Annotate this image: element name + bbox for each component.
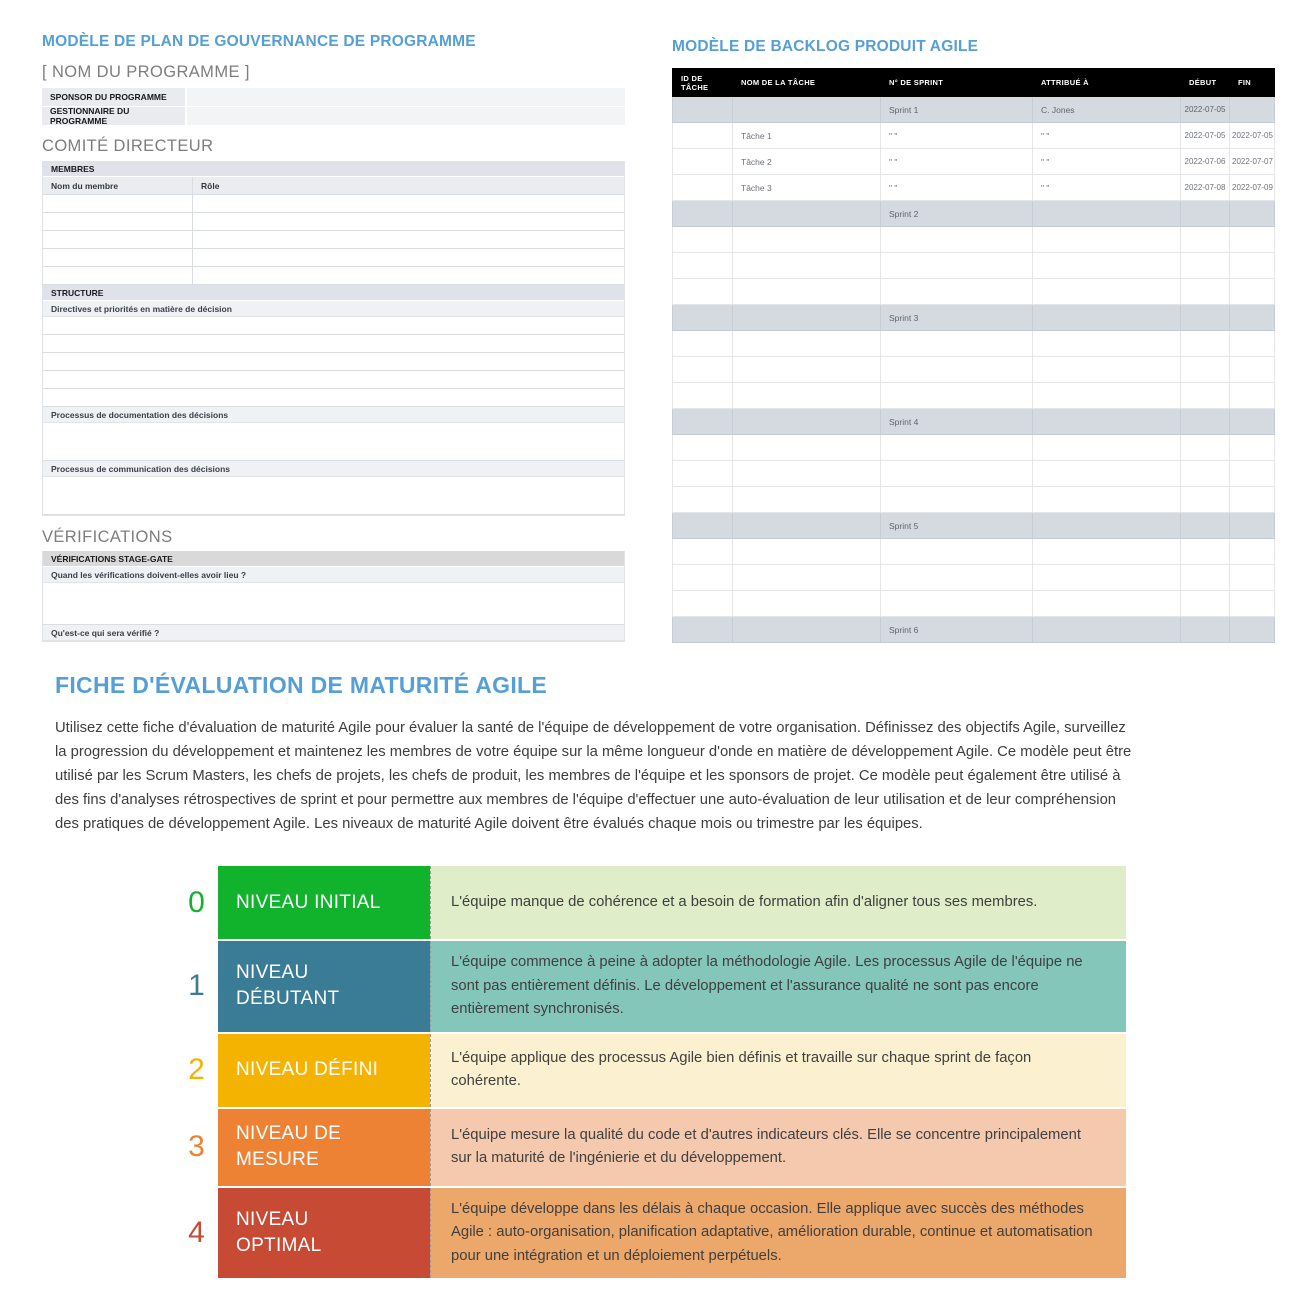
- cell-sprint[interactable]: [881, 461, 1033, 487]
- members-column-header-row: [43, 177, 624, 195]
- column-header-task-name: NOM DE LA TÂCHE: [733, 69, 881, 97]
- level-description-text: L'équipe manque de cohérence et a besoin de formation afin d'aligner tous ses membres.: [451, 893, 1038, 910]
- documentation-subheader: Processus de documentation des décisions: [43, 407, 624, 423]
- backlog-title: MODÈLE DE BACKLOG PRODUIT AGILE: [672, 38, 979, 55]
- cell-task-name[interactable]: [733, 279, 881, 305]
- stage-gate-question-when: Quand les vérifications doivent-elles avoir lieu ?: [43, 567, 624, 583]
- level-description-text: L'équipe développe dans les délais à chaque occasion. Elle applique avec succès des méthodes Agile : auto-organisation, planification adaptative, amélioration durable, continue et automatisation pour une intégration et un déploiement perpétuels.: [451, 1200, 1093, 1264]
- cell-start[interactable]: 2022-07-05: [1181, 97, 1230, 123]
- table-row: [673, 227, 1275, 253]
- level-name-box: [218, 1188, 430, 1279]
- cell-assigned[interactable]: [1033, 331, 1181, 357]
- cell-end[interactable]: [1230, 591, 1275, 617]
- cell-start[interactable]: [1181, 513, 1230, 539]
- cell-task-name[interactable]: [733, 97, 881, 123]
- cell-sprint[interactable]: Sprint 1: [881, 97, 1033, 123]
- member-role-cell[interactable]: [193, 249, 624, 266]
- cell-task-id[interactable]: [673, 461, 733, 487]
- table-row: [673, 253, 1275, 279]
- cell-task-id[interactable]: [673, 617, 733, 643]
- cell-assigned[interactable]: [1033, 435, 1181, 461]
- cell-task-id[interactable]: [673, 175, 733, 201]
- table-row: [42, 107, 625, 125]
- cell-start[interactable]: [1181, 435, 1230, 461]
- cell-assigned[interactable]: [1033, 409, 1181, 435]
- cell-sprint[interactable]: [881, 227, 1033, 253]
- member-role-cell[interactable]: [193, 195, 624, 212]
- cell-task-name[interactable]: Tâche 3: [733, 175, 881, 201]
- cell-task-id[interactable]: [673, 227, 733, 253]
- level-number: 1: [188, 969, 205, 1003]
- maturity-level-row: [175, 941, 1126, 1032]
- structure-row[interactable]: [43, 317, 624, 335]
- cell-sprint[interactable]: [881, 487, 1033, 513]
- cell-sprint[interactable]: Sprint 4: [881, 409, 1033, 435]
- member-row: [43, 267, 624, 285]
- cell-start[interactable]: 2022-07-08: [1181, 175, 1230, 201]
- column-header-task-id: ID DE TÂCHE: [673, 69, 733, 97]
- level-description-text: L'équipe applique des processus Agile bien définis et travaille sur chaque sprint de façon cohérente.: [451, 1049, 1032, 1089]
- level-number: 2: [188, 1053, 205, 1086]
- cell-sprint[interactable]: " ": [881, 123, 1033, 149]
- backlog-section: [672, 38, 1274, 643]
- cell-start[interactable]: [1181, 279, 1230, 305]
- cell-start[interactable]: [1181, 409, 1230, 435]
- level-name: NIVEAU OPTIMAL: [236, 1208, 322, 1256]
- maturity-level-row: [175, 1188, 1126, 1279]
- table-row: [673, 591, 1275, 617]
- cell-sprint[interactable]: [881, 253, 1033, 279]
- cell-task-name[interactable]: [733, 435, 881, 461]
- cell-task-id[interactable]: [673, 435, 733, 461]
- structure-row[interactable]: [43, 353, 624, 371]
- cell-start[interactable]: [1181, 565, 1230, 591]
- member-role-column-header: Rôle: [201, 180, 220, 191]
- level-number: 0: [188, 885, 205, 919]
- cell-end[interactable]: 2022-07-07: [1230, 149, 1275, 175]
- cell-task-name[interactable]: Tâche 2: [733, 149, 881, 175]
- cell-task-id[interactable]: [673, 305, 733, 331]
- cell-task-id[interactable]: [673, 123, 733, 149]
- maturity-level-row: [175, 1109, 1126, 1186]
- backlog-table: [672, 68, 1275, 643]
- maturity-level-row: [175, 866, 1126, 939]
- cell-end[interactable]: [1230, 227, 1275, 253]
- cell-sprint[interactable]: [881, 539, 1033, 565]
- level-name: NIVEAU INITIAL: [236, 891, 381, 913]
- table-row: [673, 409, 1275, 435]
- cell-assigned[interactable]: [1033, 461, 1181, 487]
- program-name-heading: [ NOM DU PROGRAMME ]: [42, 63, 250, 81]
- cell-assigned[interactable]: [1033, 513, 1181, 539]
- program-info-table: [42, 88, 625, 125]
- member-row: [43, 213, 624, 231]
- cell-task-name[interactable]: [733, 565, 881, 591]
- structure-row[interactable]: [43, 389, 624, 407]
- governance-title: MODÈLE DE PLAN DE GOUVERNANCE DE PROGRAMME: [42, 33, 476, 50]
- cell-end[interactable]: [1230, 279, 1275, 305]
- table-row: [673, 487, 1275, 513]
- table-row: [673, 175, 1275, 201]
- cell-assigned[interactable]: [1033, 383, 1181, 409]
- cell-sprint[interactable]: [881, 383, 1033, 409]
- cell-end[interactable]: [1230, 331, 1275, 357]
- cell-start[interactable]: [1181, 617, 1230, 643]
- cell-task-name[interactable]: [733, 461, 881, 487]
- cell-assigned[interactable]: [1033, 357, 1181, 383]
- member-row: [43, 231, 624, 249]
- cell-task-id[interactable]: [673, 253, 733, 279]
- cell-assigned[interactable]: [1033, 305, 1181, 331]
- cell-end[interactable]: [1230, 461, 1275, 487]
- member-name-cell[interactable]: [43, 195, 193, 212]
- maturity-level-row: [175, 1034, 1126, 1107]
- table-row: [673, 123, 1275, 149]
- table-row: [673, 97, 1275, 123]
- cell-assigned[interactable]: C. Jones: [1033, 97, 1181, 123]
- cell-end[interactable]: [1230, 253, 1275, 279]
- members-header: MEMBRES: [43, 161, 624, 177]
- cell-start[interactable]: [1181, 539, 1230, 565]
- cell-task-name[interactable]: [733, 357, 881, 383]
- cell-task-id[interactable]: [673, 357, 733, 383]
- maturity-intro: Utilisez cette fiche d'évaluation de maturité Agile pour évaluer la santé de l'équipe de développement de votre organisation. Définissez des objectifs Agile, surveillez la progression du développement et maintenez les membres de votre équipe sur la même longueur d'onde en matière de développement Agile. Ce modèle peut être utilisé par les Scrum Masters, les chefs de projets, les chefs de produit, les membres de l'équipe et les sponsors de projet. Ce modèle peut également être utilisé à des fins d'analyses rétrospectives de sprint et pour permettre aux membres de l'équipe d'effectuer une auto-évaluation de leur utilisation et de leur compréhension des pratiques de développement Agile. Les niveaux de maturité Agile doivent être évalués chaque mois ou trimestre par les équipes.: [55, 720, 1132, 832]
- cell-task-name[interactable]: [733, 591, 881, 617]
- column-header-start: DÉBUT: [1181, 69, 1230, 97]
- table-row: [673, 357, 1275, 383]
- table-row: [673, 513, 1275, 539]
- cell-start[interactable]: [1181, 305, 1230, 331]
- cell-sprint[interactable]: Sprint 5: [881, 513, 1033, 539]
- cell-end[interactable]: [1230, 357, 1275, 383]
- manager-label: GESTIONNAIRE DU PROGRAMME: [42, 107, 187, 125]
- cell-task-name[interactable]: [733, 253, 881, 279]
- member-name-cell[interactable]: [43, 267, 193, 284]
- stage-gate-question-what: Qu'est-ce qui sera vérifié ?: [43, 625, 624, 641]
- table-row: [673, 331, 1275, 357]
- backlog-header-row: [673, 69, 1275, 97]
- cell-end[interactable]: [1230, 539, 1275, 565]
- cell-task-name[interactable]: Tâche 1: [733, 123, 881, 149]
- cell-assigned[interactable]: [1033, 279, 1181, 305]
- cell-sprint[interactable]: " ": [881, 175, 1033, 201]
- cell-end[interactable]: [1230, 201, 1275, 227]
- committee-table: [42, 161, 625, 516]
- cell-end[interactable]: [1230, 487, 1275, 513]
- cell-end[interactable]: 2022-07-05: [1230, 123, 1275, 149]
- member-row: [43, 195, 624, 213]
- cell-start[interactable]: [1181, 201, 1230, 227]
- cell-sprint[interactable]: Sprint 2: [881, 201, 1033, 227]
- cell-end[interactable]: [1230, 409, 1275, 435]
- cell-task-id[interactable]: [673, 331, 733, 357]
- cell-task-id[interactable]: [673, 409, 733, 435]
- level-description: [430, 941, 1126, 1032]
- cell-start[interactable]: 2022-07-05: [1181, 123, 1230, 149]
- cell-task-name[interactable]: [733, 305, 881, 331]
- level-name: NIVEAU DE MESURE: [236, 1123, 342, 1170]
- level-number: 3: [188, 1130, 205, 1163]
- column-header-sprint: N° DE SPRINT: [881, 69, 1033, 97]
- cell-assigned[interactable]: [1033, 253, 1181, 279]
- communication-subheader: Processus de communication des décisions: [43, 461, 624, 477]
- cell-sprint[interactable]: [881, 565, 1033, 591]
- column-header-assigned: ATTRIBUÉ À: [1033, 69, 1181, 97]
- committee-heading: COMITÉ DIRECTEUR: [42, 137, 214, 155]
- member-role-cell[interactable]: [193, 267, 624, 284]
- cell-task-id[interactable]: [673, 97, 733, 123]
- structure-row[interactable]: [43, 371, 624, 389]
- member-name-cell[interactable]: [43, 213, 193, 230]
- cell-assigned[interactable]: " ": [1033, 149, 1181, 175]
- cell-task-name[interactable]: [733, 227, 881, 253]
- level-description: [430, 866, 1126, 939]
- cell-task-name[interactable]: [733, 539, 881, 565]
- level-description-text: L'équipe mesure la qualité du code et d'autres indicateurs clés. Elle se concentre principalement sur la maturité de l'ingénierie et du développement.: [451, 1126, 1081, 1166]
- cell-assigned[interactable]: [1033, 201, 1181, 227]
- cell-assigned[interactable]: [1033, 617, 1181, 643]
- sponsor-value-cell[interactable]: [187, 88, 625, 106]
- cell-end[interactable]: [1230, 435, 1275, 461]
- cell-task-id[interactable]: [673, 201, 733, 227]
- cell-start[interactable]: [1181, 591, 1230, 617]
- cell-sprint[interactable]: [881, 279, 1033, 305]
- cell-sprint[interactable]: [881, 435, 1033, 461]
- table-row: [673, 435, 1275, 461]
- level-name-box: [218, 866, 430, 939]
- cell-sprint[interactable]: [881, 591, 1033, 617]
- column-header-end: FIN: [1230, 69, 1275, 97]
- cell-assigned[interactable]: [1033, 539, 1181, 565]
- level-description: [430, 1034, 1126, 1107]
- cell-start[interactable]: [1181, 331, 1230, 357]
- maturity-title: FICHE D'ÉVALUATION DE MATURITÉ AGILE: [55, 672, 548, 698]
- cell-task-id[interactable]: [673, 487, 733, 513]
- cell-task-id[interactable]: [673, 591, 733, 617]
- maturity-table: [175, 866, 1126, 1280]
- cell-task-name[interactable]: [733, 487, 881, 513]
- stage-gate-when-entry-cell[interactable]: [43, 583, 624, 625]
- cell-sprint[interactable]: Sprint 3: [881, 305, 1033, 331]
- level-name-box: [218, 941, 430, 1032]
- member-name-cell[interactable]: [43, 231, 193, 248]
- member-role-cell[interactable]: [193, 213, 624, 230]
- documentation-entry-cell[interactable]: [43, 423, 624, 461]
- cell-assigned[interactable]: [1033, 591, 1181, 617]
- cell-sprint[interactable]: Sprint 6: [881, 617, 1033, 643]
- cell-start[interactable]: [1181, 461, 1230, 487]
- cell-end[interactable]: [1230, 305, 1275, 331]
- stage-gate-table: [42, 551, 625, 642]
- level-number: 4: [188, 1215, 205, 1249]
- cell-start[interactable]: 2022-07-06: [1181, 149, 1230, 175]
- cell-task-id[interactable]: [673, 513, 733, 539]
- table-row: [673, 305, 1275, 331]
- cell-end[interactable]: [1230, 565, 1275, 591]
- cell-start[interactable]: [1181, 253, 1230, 279]
- cell-start[interactable]: [1181, 227, 1230, 253]
- table-row: [673, 383, 1275, 409]
- table-row: [673, 201, 1275, 227]
- cell-task-name[interactable]: [733, 331, 881, 357]
- cell-assigned[interactable]: [1033, 487, 1181, 513]
- structure-row[interactable]: [43, 335, 624, 353]
- cell-task-name[interactable]: [733, 201, 881, 227]
- member-role-cell[interactable]: [193, 231, 624, 248]
- table-row: [42, 88, 625, 106]
- cell-sprint[interactable]: " ": [881, 149, 1033, 175]
- cell-assigned[interactable]: [1033, 565, 1181, 591]
- cell-task-id[interactable]: [673, 149, 733, 175]
- communication-entry-cell[interactable]: [43, 477, 624, 515]
- cell-task-id[interactable]: [673, 383, 733, 409]
- level-name-box: [218, 1109, 430, 1186]
- level-name: NIVEAU DÉBUTANT: [236, 962, 340, 1010]
- cell-task-id[interactable]: [673, 539, 733, 565]
- member-name-column-header: Nom du membre: [43, 177, 193, 194]
- stage-gate-header: VÉRIFICATIONS STAGE-GATE: [43, 551, 624, 567]
- cell-assigned[interactable]: [1033, 227, 1181, 253]
- verifications-heading: VÉRIFICATIONS: [42, 528, 173, 546]
- cell-end[interactable]: [1230, 513, 1275, 539]
- governance-plan-section: [42, 33, 625, 642]
- manager-value-cell[interactable]: [187, 107, 625, 125]
- level-description: [430, 1109, 1126, 1186]
- cell-task-name[interactable]: [733, 513, 881, 539]
- member-name-cell[interactable]: [43, 249, 193, 266]
- table-row: [673, 149, 1275, 175]
- cell-task-id[interactable]: [673, 279, 733, 305]
- cell-task-name[interactable]: [733, 409, 881, 435]
- table-row: [673, 279, 1275, 305]
- structure-header: STRUCTURE: [43, 285, 624, 301]
- cell-end[interactable]: [1230, 617, 1275, 643]
- level-name: NIVEAU DÉFINI: [236, 1059, 379, 1080]
- sponsor-label: SPONSOR DU PROGRAMME: [42, 88, 187, 106]
- table-row: [673, 539, 1275, 565]
- level-description-text: L'équipe commence à peine à adopter la méthodologie Agile. Les processus Agile de l'équipe ne sont pas entièrement définis. Le développement et l'assurance qualité ne sont pas encore entièrement synchronisés.: [451, 954, 1083, 1017]
- cell-end[interactable]: [1230, 383, 1275, 409]
- cell-assigned[interactable]: " ": [1033, 123, 1181, 149]
- table-row: [673, 565, 1275, 591]
- cell-end[interactable]: [1230, 97, 1275, 123]
- cell-sprint[interactable]: [881, 357, 1033, 383]
- member-row: [43, 249, 624, 267]
- table-row: [673, 461, 1275, 487]
- cell-task-name[interactable]: [733, 617, 881, 643]
- cell-task-id[interactable]: [673, 565, 733, 591]
- level-name-box: [218, 1034, 430, 1107]
- cell-start[interactable]: [1181, 383, 1230, 409]
- table-row: [673, 617, 1275, 643]
- cell-start[interactable]: [1181, 357, 1230, 383]
- cell-assigned[interactable]: " ": [1033, 175, 1181, 201]
- cell-task-name[interactable]: [733, 383, 881, 409]
- level-description: [430, 1188, 1126, 1279]
- cell-start[interactable]: [1181, 487, 1230, 513]
- cell-sprint[interactable]: [881, 331, 1033, 357]
- cell-end[interactable]: 2022-07-09: [1230, 175, 1275, 201]
- directives-subheader: Directives et priorités en matière de décision: [43, 301, 624, 317]
